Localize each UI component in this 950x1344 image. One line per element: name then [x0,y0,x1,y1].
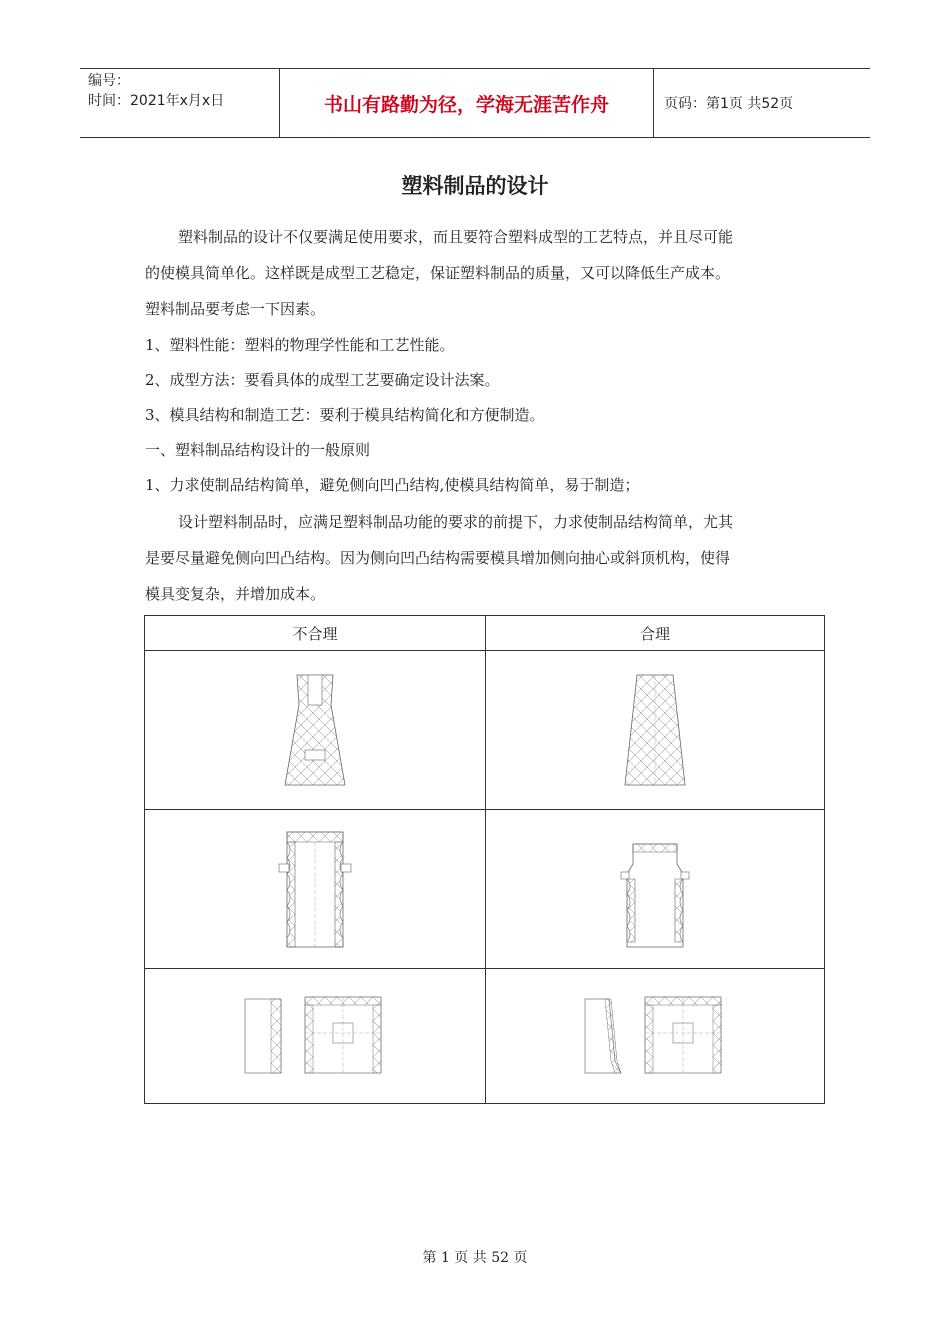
page-footer: 第 1 页 共 52 页 [422,1250,528,1266]
paragraph-line: 设计塑料制品时，应满足塑料制品功能的要求的前提下，力求使制品结构简单，尤其 [178,513,734,531]
vase-good-drawing [605,665,705,795]
bottle-good-drawing [605,824,705,954]
box-good-drawing [575,991,735,1081]
document-title: 塑料制品的设计 [401,174,549,198]
paragraph-line: 模具变复杂，并增加成本。 [145,585,326,603]
drawing-cell [145,651,486,810]
column-header-bad: 不合理 [145,616,486,651]
drawing-cell [145,810,486,969]
paragraph-line: 的使模具简单化。这样既是成型工艺稳定，保证塑料制品的质量，又可以降低生产成本。 [145,264,731,282]
drawing-cell [486,651,825,810]
column-header-good: 合理 [486,616,825,651]
principle-heading: 1、力求使制品结构简单，避免侧向凹凸结构,使模具结构简单，易于制造； [145,476,640,494]
paragraph-line: 塑料制品的设计不仅要满足使用要求，而且要符合塑料成型的工艺特点，并且尽可能 [178,228,734,246]
drawing-cell [145,969,486,1104]
paragraph-line: 塑料制品要考虑一下因素。 [145,300,326,318]
list-item: 3、模具结构和制造工艺：要利于模具结构简化和方便制造。 [145,406,545,424]
number-label: 编号： [88,73,130,89]
bottle-bad-drawing [265,824,365,954]
page-header [80,68,870,138]
box-bad-drawing [235,991,395,1081]
vase-bad-drawing [265,665,365,795]
paragraph-line: 是要尽量避免侧向凹凸结构。因为侧向凹凸结构需要模具增加侧向抽心或斜顶机构，使得 [145,549,731,567]
section-heading: 一、塑料制品结构设计的一般原则 [145,441,371,459]
drawing-cell [486,969,825,1104]
list-item: 1、塑料性能：塑料的物理学性能和工艺性能。 [145,336,455,354]
header-page-info: 页码：第1页 共52页 [664,96,794,112]
header-motto: 书山有路勤为径，学海无涯苦作舟 [280,69,654,137]
list-item: 2、成型方法：要看具体的成型工艺要确定设计法案。 [145,371,500,389]
time-label: 时间：2021年x月x日 [88,93,225,109]
comparison-table [144,615,825,1104]
header-meta [80,69,280,137]
drawing-cell [486,810,825,969]
